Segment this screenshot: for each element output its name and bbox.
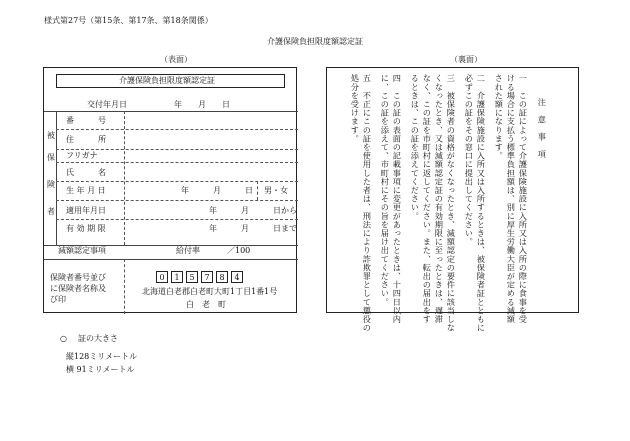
- insurer-digit-3: 5: [186, 271, 198, 283]
- insured-char-3: 険: [47, 180, 55, 189]
- benefit-rate-value: ／100: [227, 246, 251, 255]
- note-col-8: なく、この証を市町村に返してください。また、転出の届出をす: [422, 74, 433, 324]
- valid-period-label: 有 効 期 限: [66, 224, 106, 233]
- front-panel: [43, 67, 297, 313]
- note-col-9: るときは、この証を添えてください。: [410, 74, 421, 221]
- furigana-label: フリガナ: [66, 151, 98, 160]
- note-col-1: 一 この証によって介護保険施設に入所又は入所の際に食事を受: [518, 74, 529, 324]
- insurer-digit-1: 0: [156, 271, 168, 283]
- note-col-5: 必ずこの証をその窓口に提出してください。: [464, 74, 475, 246]
- name-label: 氏 名: [66, 168, 106, 177]
- back-caption: （裏面）: [450, 55, 482, 64]
- card-title: 介護保険負担限度額認定証: [119, 76, 215, 85]
- insured-char-4: 者: [47, 207, 55, 216]
- issue-date-label: 交付年月日: [87, 100, 127, 109]
- note-col-12: 五 不正にこの証を使用した者は、刑法により詐欺罪として懲役の: [362, 74, 373, 332]
- insurer-digit-4: 7: [201, 271, 213, 283]
- insurer-address: 北海道白老郡白老町大町1丁目1番1号: [142, 287, 278, 296]
- note-col-7: くなったとき、又は減額認定証の有効期限に至ったときは、遅滞: [434, 74, 445, 324]
- apply-date-value: 年 月 日から: [209, 206, 297, 215]
- note-col-6: 三 被保険者の資格がなくなったとき、減額認定の要件に該当しな: [446, 74, 457, 332]
- bullet-icon: ○: [60, 334, 67, 343]
- note-col-2: ける場合に支払う標準負担額は、別に厚生労働大臣が定める減額: [506, 74, 517, 324]
- insurer-digit-2: 1: [171, 271, 183, 283]
- back-panel: [326, 67, 579, 332]
- note-col-11: に、この証を添えて、市町村にその旨を届け出てください。: [380, 74, 391, 307]
- page-title: 介護保険負担限度額認定証: [267, 37, 363, 46]
- note-col-3: された額になります。: [494, 74, 505, 160]
- benefit-rate-label: 給付率: [176, 246, 200, 255]
- note-col-13: 処分を受けます。: [350, 74, 361, 143]
- valid-period-value: 年 月 日まで: [209, 224, 297, 233]
- birth-value: 年 月 日: [181, 186, 253, 195]
- front-caption: （表面）: [160, 55, 192, 64]
- card-title-box: [56, 74, 285, 88]
- form-number: 様式第27号（第15条、第17条、第18条関係）: [44, 16, 213, 25]
- insurer-label-line2: に保険者名称及: [50, 284, 106, 293]
- insurer-label-line3: び印: [50, 295, 66, 304]
- number-label: 番 号: [66, 116, 106, 125]
- insurer-digit-5: 8: [216, 271, 228, 283]
- apply-date-label: 適用年月日: [66, 206, 106, 215]
- insurer-name: 白 老 町: [186, 300, 226, 309]
- note-col-4: 二 介護保険施設に入所又は入所するときは、被保険者証とともに: [476, 74, 487, 332]
- issue-date-value: 年 月 日: [174, 100, 230, 109]
- reduction-label: 減額認定事項: [58, 246, 106, 255]
- note-col-10: 四 この証の表面の記載事項に変更があったときは、十四日以内: [392, 74, 403, 324]
- address-label: 住 所: [66, 135, 106, 144]
- birth-label: 生 年 月 日: [66, 186, 106, 195]
- size-height: 縦128ミリメートル: [66, 352, 138, 361]
- insured-char-1: 被: [47, 131, 55, 140]
- insurer-label-line1: 保険者番号並び: [50, 273, 106, 282]
- insurer-digit-6: 4: [231, 271, 243, 283]
- size-width: 横 91ミリメートル: [66, 365, 135, 374]
- insured-char-2: 保: [47, 153, 55, 162]
- sex-field: 男・女: [264, 186, 288, 195]
- size-label: 証の大きさ: [78, 334, 118, 343]
- notes-heading: 注 意 事 項: [537, 98, 548, 159]
